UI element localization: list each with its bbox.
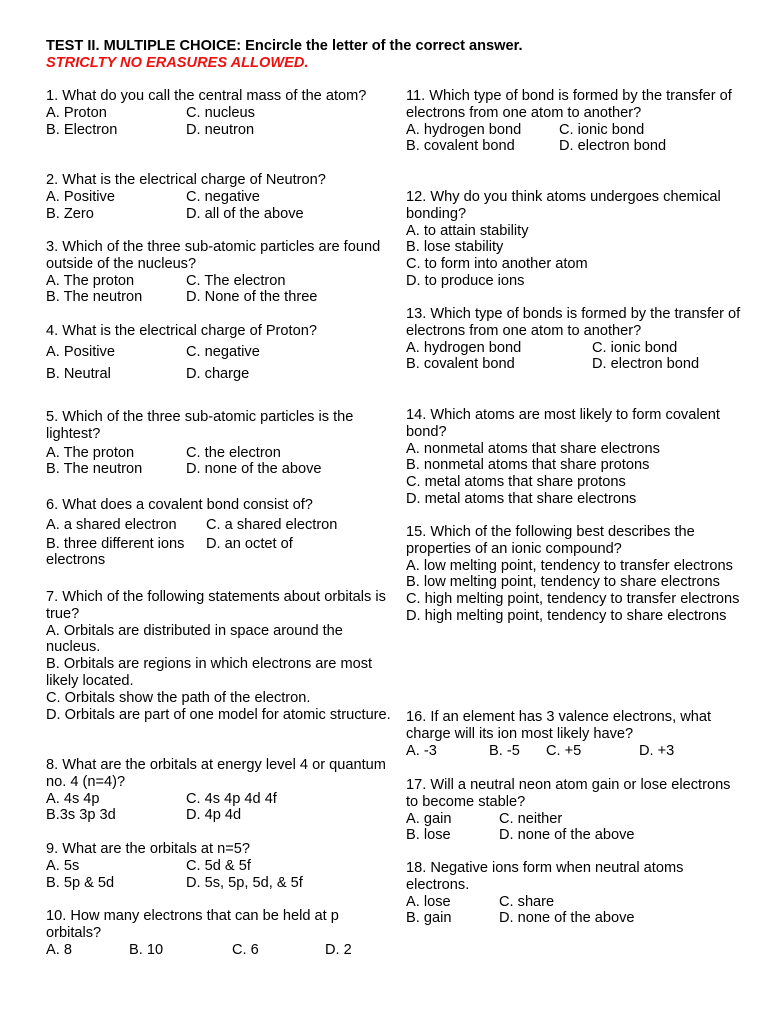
question-4 [46,323,391,382]
option-c[interactable]: C. 5d & 5f [186,857,251,874]
question-9 [46,841,391,891]
question-5 [46,409,391,478]
option-b[interactable]: B. The neutron [46,289,143,306]
question-13 [406,306,746,373]
option-b[interactable]: B. Electron [46,121,118,138]
option-d[interactable]: D. none of the above [499,827,635,844]
option-c[interactable]: C. to form into another atom [406,256,588,273]
option-b[interactable]: B. covalent bond [406,138,515,155]
option-a[interactable]: A. 5s [46,857,80,874]
option-d[interactable]: D. charge [186,365,250,382]
question-2 [46,172,391,222]
option-a[interactable]: A. hydrogen bond [406,121,522,138]
option-d[interactable]: D. +3 [639,742,675,759]
question-17 [406,777,746,844]
option-d[interactable]: D. all of the above [186,205,304,222]
option-b[interactable]: B. 10 [129,941,164,958]
option-c[interactable]: C. ionic bond [559,121,645,138]
option-b[interactable]: B. covalent bond [406,356,515,373]
question-18 [406,860,746,927]
test-title: TEST II. MULTIPLE CHOICE: Encircle the letter of the correct answer. [46,38,523,54]
option-d[interactable]: D. 2 [325,941,352,958]
option-d[interactable]: D. 4p 4d [186,807,242,824]
option-c[interactable]: C. 6 [232,941,259,958]
option-a[interactable]: A. 8 [46,941,72,958]
option-b[interactable]: B.3s 3p 3d [46,807,116,824]
question-stem: 12. Why do you think atoms undergoes chemical bonding? [406,189,721,222]
question-stem: 13. Which type of bonds is formed by the transfer of electrons from one atom to another? [406,306,741,339]
option-b[interactable]: B. lose stability [406,239,504,256]
option-d[interactable]: D. Orbitals are part of one model for atomic structure. [46,706,391,723]
question-16 [406,709,746,759]
option-b[interactable]: B. 5p & 5d [46,874,115,891]
question-14 [406,407,746,508]
option-a[interactable]: A. to attain stability [406,222,529,239]
option-a[interactable]: A. Positive [46,343,115,360]
question-stem: 1. What do you call the central mass of the atom? [46,88,367,104]
option-c[interactable]: C. a shared electron [206,516,338,533]
option-b[interactable]: B. Neutral [46,365,111,382]
question-1 [46,88,391,138]
option-c[interactable]: C. high melting point, tendency to transfer electrons [406,591,740,608]
option-a[interactable]: A. Orbitals are distributed in space around the nucleus. [46,622,343,656]
question-3 [46,239,391,306]
option-a[interactable]: A. lose [406,893,451,910]
option-c[interactable]: C. metal atoms that share protons [406,474,626,491]
option-b[interactable]: B. -5 [489,742,520,759]
option-b[interactable]: B. three different ions [46,535,185,552]
option-a[interactable]: A. Positive [46,188,115,205]
option-d[interactable]: D. none of the above [186,461,322,478]
option-d[interactable]: D. to produce ions [406,272,525,289]
option-b[interactable]: B. The neutron [46,461,143,478]
option-a[interactable]: A. Proton [46,104,107,121]
option-a[interactable]: A. hydrogen bond [406,339,522,356]
question-stem: 16. If an element has 3 valence electrons, what charge will its ion most likely have? [406,709,712,742]
question-stem: 5. Which of the three sub-atomic particles is the lightest? [46,409,354,442]
option-c[interactable]: C. negative [186,188,260,205]
option-c[interactable]: C. +5 [546,742,582,759]
option-b[interactable]: B. low melting point, tendency to share electrons [406,574,720,591]
question-stem: 9. What are the orbitals at n=5? [46,841,251,857]
question-stem: 2. What is the electrical charge of Neutron? [46,172,326,188]
question-stem: 14. Which atoms are most likely to form covalent bond? [406,407,720,440]
question-stem: 4. What is the electrical charge of Proton? [46,323,317,339]
question-7 [46,589,391,723]
option-d-continued: electrons [46,552,106,569]
option-b[interactable]: B. nonmetal atoms that share protons [406,457,650,474]
question-stem: 10. How many electrons that can be held at p orbitals? [46,908,339,941]
option-a[interactable]: A. a shared electron [46,516,177,533]
option-c[interactable]: C. nucleus [186,104,255,121]
question-stem: 11. Which type of bond is formed by the transfer of electrons from one atom to another? [406,88,732,121]
question-6 [46,497,391,569]
option-d[interactable]: D. an octet of [206,535,293,552]
option-b[interactable]: B. lose [406,827,451,844]
option-a[interactable]: A. The proton [46,444,135,461]
option-d[interactable]: D. None of the three [186,289,318,306]
option-a[interactable]: A. low melting point, tendency to transfer electrons [406,557,733,574]
option-c[interactable]: C. share [499,893,555,910]
question-stem: 3. Which of the three sub-atomic particles are found outside of the nucleus? [46,239,381,272]
option-b[interactable]: B. Orbitals are regions in which electrons are most likely located. [46,656,373,689]
option-c[interactable]: C. negative [186,343,260,360]
option-d[interactable]: D. electron bond [559,138,667,155]
option-c[interactable]: C. 4s 4p 4d 4f [186,790,277,807]
option-d[interactable]: D. 5s, 5p, 5d, & 5f [186,874,303,891]
option-a[interactable]: A. 4s 4p [46,790,100,807]
option-d[interactable]: D. metal atoms that share electrons [406,490,637,507]
question-8 [46,757,391,824]
question-stem: 7. Which of the following statements about orbitals is true? [46,589,386,622]
option-d[interactable]: D. high melting point, tendency to share electrons [406,607,727,624]
option-a[interactable]: A. -3 [406,742,437,759]
question-stem: 8. What are the orbitals at energy level 4 or quantum no. 4 (n=4)? [46,757,386,790]
test-header [46,38,746,72]
erasure-warning: STRICLTY NO ERASURES ALLOWED. [46,54,309,71]
question-stem: 15. Which of the following best describes the properties of an ionic compound? [406,524,695,557]
option-c[interactable]: C. ionic bond [592,339,678,356]
option-d[interactable]: D. electron bond [592,356,700,373]
question-11 [406,88,746,155]
question-12 [406,189,746,290]
option-c[interactable]: C. neither [499,810,563,827]
question-10 [46,908,391,958]
option-a[interactable]: A. gain [406,810,452,827]
option-c[interactable]: C. The electron [186,272,286,289]
option-d[interactable]: D. none of the above [499,910,635,927]
question-stem: 6. What does a covalent bond consist of? [46,497,313,513]
question-stem: 18. Negative ions form when neutral atoms electrons. [406,860,684,893]
option-a[interactable]: A. The proton [46,272,135,289]
option-c[interactable]: C. Orbitals show the path of the electron. [46,689,311,706]
option-d[interactable]: D. neutron [186,121,255,138]
option-c[interactable]: C. the electron [186,444,281,461]
question-15 [406,524,746,625]
option-a[interactable]: A. nonmetal atoms that share electrons [406,440,660,457]
option-b[interactable]: B. Zero [46,205,94,222]
question-stem: 17. Will a neutral neon atom gain or lose electrons to become stable? [406,777,731,810]
option-b[interactable]: B. gain [406,910,452,927]
